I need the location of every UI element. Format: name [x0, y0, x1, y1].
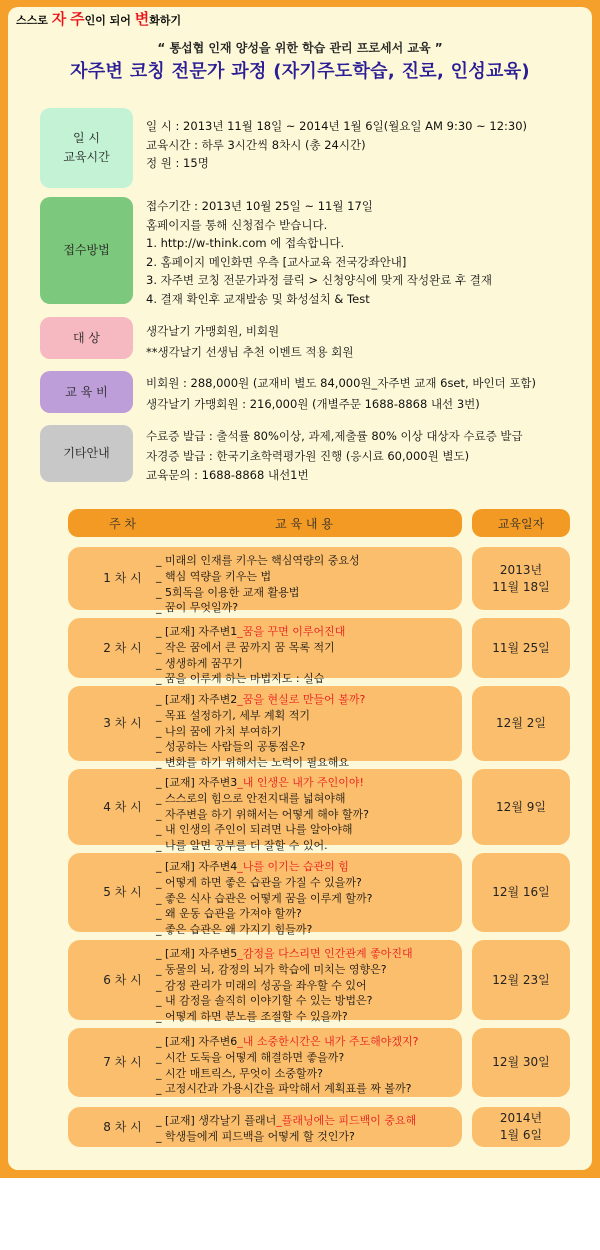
content-highlight: _감정을 다스리면 인간관계 좋아진대 — [237, 947, 413, 960]
content-text: 감정 관리가 미래의 성공을 좌우할 수 있어 — [165, 978, 367, 992]
content-text: 시간 도둑을 어떻게 해결하면 좋을까? — [165, 1050, 345, 1064]
date-text: 11월 18일 — [492, 579, 550, 594]
info-line: 3. 자주변 코칭 전문가과정 클릭 > 신청양식에 맞게 작성완료 후 결재 — [146, 273, 492, 287]
content-text: [교재] 자주변1 — [165, 625, 238, 638]
info-line: 정 원 : 15명 — [146, 156, 209, 170]
content-text: 생생하게 꿈꾸기 — [165, 656, 243, 670]
content-line — [156, 775, 462, 791]
content-line — [156, 600, 462, 616]
content-line — [156, 1081, 462, 1097]
content-line — [156, 640, 462, 656]
page-subtitle: “ 통섭협 인재 양성을 위한 학습 관리 프로세서 교육 ” — [157, 41, 443, 55]
date-text: 2013년 — [499, 562, 543, 577]
content-highlight: _플래닝에는 피드백이 중요해 — [276, 1114, 417, 1127]
row-content — [146, 769, 462, 853]
content-line — [156, 822, 462, 838]
content-line — [156, 1066, 462, 1082]
content-text: [교재] 자주변5 — [165, 947, 238, 960]
content-line — [156, 906, 462, 922]
info-line: 자경증 발급 : 한국기초학력평가원 진행 (응시료 60,000원 별도) — [146, 448, 470, 463]
info-line: 교육시간 : 하루 3시간씩 8차시 (총 24시간) — [146, 137, 366, 152]
content-line — [156, 569, 462, 585]
content-line — [156, 1050, 462, 1066]
label-registration — [40, 197, 133, 304]
content-line — [156, 1034, 462, 1050]
label-target — [40, 317, 133, 359]
date-text: 11월 25일 — [492, 640, 550, 655]
content-line — [156, 891, 462, 907]
content-line — [156, 922, 462, 938]
label-text: 일 시 — [73, 131, 100, 145]
content-text: 나를 알면 공부를 더 잘할 수 있어. — [165, 839, 328, 853]
content-line — [156, 807, 462, 823]
row-date — [472, 853, 570, 932]
content-text: 어떻게 하면 분노를 조절할 수 있을까? — [165, 1010, 348, 1024]
info-line: 생각날기 가맹회원 : 216,000원 (개별주문 1688-8868 내선 3번) — [146, 397, 480, 411]
content-text: 내 감정을 솔직히 이야기할 수 있는 방법은? — [165, 994, 373, 1008]
content-highlight: _꿈을 꾸면 이루어진대 — [237, 625, 346, 638]
row-date — [472, 618, 570, 678]
header-date: 교육일자 — [472, 509, 570, 537]
info-target-text — [146, 321, 354, 363]
content-line — [156, 692, 462, 708]
content-text: 고정시간과 가용시간을 파악해서 계획표를 짜 볼까? — [165, 1082, 412, 1096]
date-text: 1월 6일 — [499, 1128, 543, 1142]
content-line — [156, 739, 462, 755]
content-line — [156, 791, 462, 807]
info-line: **생각날기 선생님 추천 이벤트 적용 회원 — [146, 345, 354, 359]
content-line — [156, 624, 462, 640]
info-line: 수료증 발급 : 출석률 80%이상, 과제,제출률 80% 이상 대상자 수료증 발급 — [146, 429, 523, 443]
brand-slogan: 스스로 자 주인이 되어 변화하기 — [16, 10, 182, 28]
info-line: 일 시 : 2013년 11월 18일 ~ 2014년 1월 6일(월요일 AM 9:30 ~ 12:30) — [146, 119, 528, 133]
info-line: 1. http://w-think.com 에 접속합니다. — [146, 236, 345, 250]
label-text: 대 상 — [73, 330, 100, 345]
row-date — [472, 547, 570, 610]
row-date — [472, 1107, 570, 1147]
date-text: 12월 30일 — [492, 1055, 550, 1069]
row-content — [146, 686, 462, 770]
row-content — [146, 853, 462, 937]
row-week: 2 차 시 — [68, 618, 177, 678]
info-line: 홈페이지를 통해 신청접수 받습니다. — [146, 217, 328, 232]
content-line — [156, 708, 462, 724]
row-content — [146, 618, 462, 686]
content-line — [156, 724, 462, 740]
label-text: 기타안내 — [63, 446, 110, 460]
info-line: 비회원 : 288,000원 (교재비 별도 84,000원_자주변 교재 6set, 바인더 포함) — [146, 376, 537, 390]
page-title: 자주변 코칭 전문가 과정 (자기주도학습, 진로, 인성교육) — [70, 61, 530, 82]
content-text: 스스로의 힘으로 안전지대를 넓혀야해 — [165, 791, 346, 805]
content-text: 어떻게 하면 좋은 습관을 가질 수 있을까? — [165, 875, 362, 889]
date-text: 12월 16일 — [492, 885, 550, 899]
content-line — [156, 585, 462, 601]
info-line: 접수기간 : 2013년 10월 25일 ~ 11월 17일 — [146, 199, 373, 213]
content-line — [156, 859, 462, 875]
row-content — [146, 1107, 462, 1147]
info-registration-text — [146, 197, 492, 308]
label-schedule — [40, 108, 133, 188]
content-text: 나의 꿈에 가치 부여하기 — [165, 724, 282, 738]
info-schedule-text — [146, 117, 527, 173]
content-line — [156, 1009, 462, 1025]
content-line — [156, 656, 462, 672]
content-text: [교재] 자주변4 — [165, 860, 238, 873]
content-highlight: _나를 이기는 습관의 힘 — [237, 860, 349, 873]
content-line — [156, 962, 462, 978]
row-week: 1 차 시 — [68, 547, 177, 610]
content-highlight: _내 소중한시간은 내가 주도해야겠지? — [237, 1035, 419, 1048]
row-content — [146, 940, 462, 1024]
label-text: 교육시간 — [63, 150, 110, 164]
info-line: 2. 홈페이지 메인화면 우측 [교사교육 전국강좌안내] — [146, 254, 407, 269]
info-line: 교육문의 : 1688-8868 내선1번 — [146, 468, 309, 482]
content-text: [교재] 자주변2 — [165, 693, 238, 706]
content-line — [156, 1113, 462, 1129]
content-text: [교재] 생각날기 플래너 — [165, 1114, 277, 1127]
content-line — [156, 875, 462, 891]
content-line — [156, 553, 462, 569]
content-text: 좋은 습관은 왜 가지기 힘들까? — [165, 923, 313, 937]
row-week: 7 차 시 — [68, 1028, 177, 1097]
label-text: 접수방법 — [63, 243, 110, 257]
label-etc — [40, 425, 133, 482]
content-text: 미래의 인재를 키우는 핵심역량의 중요성 — [165, 554, 360, 567]
header-content: 교 육 내 용 — [146, 509, 462, 537]
row-date — [472, 940, 570, 1020]
row-date — [472, 769, 570, 845]
content-highlight: _내 인생은 내가 주인이야! — [237, 776, 364, 789]
label-text: 교 육 비 — [65, 384, 108, 399]
info-fee-text — [146, 373, 536, 415]
info-line: 생각날기 가맹회원, 비회원 — [146, 324, 280, 338]
content-text: 좋은 식사 습관은 어떻게 꿈을 이루게 할까? — [165, 891, 373, 905]
row-content — [146, 1028, 462, 1097]
label-fee — [40, 371, 133, 413]
date-text: 12월 23일 — [492, 972, 550, 987]
info-line: 4. 결재 확인후 교재발송 및 화성설치 & Test — [146, 291, 370, 306]
header-week: 주 차 — [68, 509, 177, 537]
content-line — [156, 978, 462, 994]
content-text: 작은 꿈에서 큰 꿈까지 꿈 목록 적기 — [165, 640, 335, 654]
content-text: 학생들에게 피드백을 어떻게 할 것인가? — [165, 1129, 355, 1143]
content-highlight: _꿈을 현실로 만들어 볼까? — [237, 693, 366, 706]
content-text: 자주변을 하기 위해서는 어떻게 해야 할까? — [165, 807, 369, 821]
content-text: [교재] 자주변3 — [165, 776, 238, 789]
row-week: 6 차 시 — [68, 940, 177, 1020]
content-text: 변화를 하기 위해서는 노력이 필요해요 — [165, 756, 350, 770]
row-week: 4 차 시 — [68, 769, 177, 845]
content-text: 동물의 뇌, 감정의 뇌가 학습에 미치는 영향은? — [165, 962, 387, 976]
content-text: 핵심 역량을 키우는 법 — [165, 569, 272, 583]
content-line — [156, 1129, 462, 1145]
row-date — [472, 686, 570, 761]
content-line — [156, 993, 462, 1009]
content-line — [156, 838, 462, 854]
content-line — [156, 946, 462, 962]
content-text: 꿈이 무엇일까? — [165, 601, 239, 615]
content-text: 내 인생의 주인이 되려면 나를 알아야해 — [165, 823, 353, 837]
content-text: 왜 운동 습관을 가져야 할까? — [165, 907, 302, 921]
date-text: 2014년 — [499, 1111, 543, 1125]
row-content — [146, 547, 462, 615]
info-etc-text — [146, 427, 523, 486]
content-text: 꿈을 이루게 하는 마법지도 : 실습 — [165, 672, 325, 686]
row-week: 3 차 시 — [68, 686, 177, 761]
content-text: 5희독을 이용한 교재 활용법 — [165, 585, 300, 599]
row-date — [472, 1028, 570, 1097]
content-text: 목표 설정하기, 세부 계획 적기 — [165, 708, 310, 722]
content-text: [교재] 자주변6 — [165, 1035, 238, 1048]
date-text: 12월 2일 — [496, 716, 546, 730]
content-line — [156, 671, 462, 687]
row-week: 5 차 시 — [68, 853, 177, 932]
content-text: 시간 매트릭스, 무엇이 소중할까? — [165, 1066, 323, 1080]
row-week: 8 차 시 — [68, 1107, 177, 1147]
content-text: 성공하는 사람들의 공통점은? — [165, 740, 306, 754]
date-text: 12월 9일 — [496, 799, 546, 814]
